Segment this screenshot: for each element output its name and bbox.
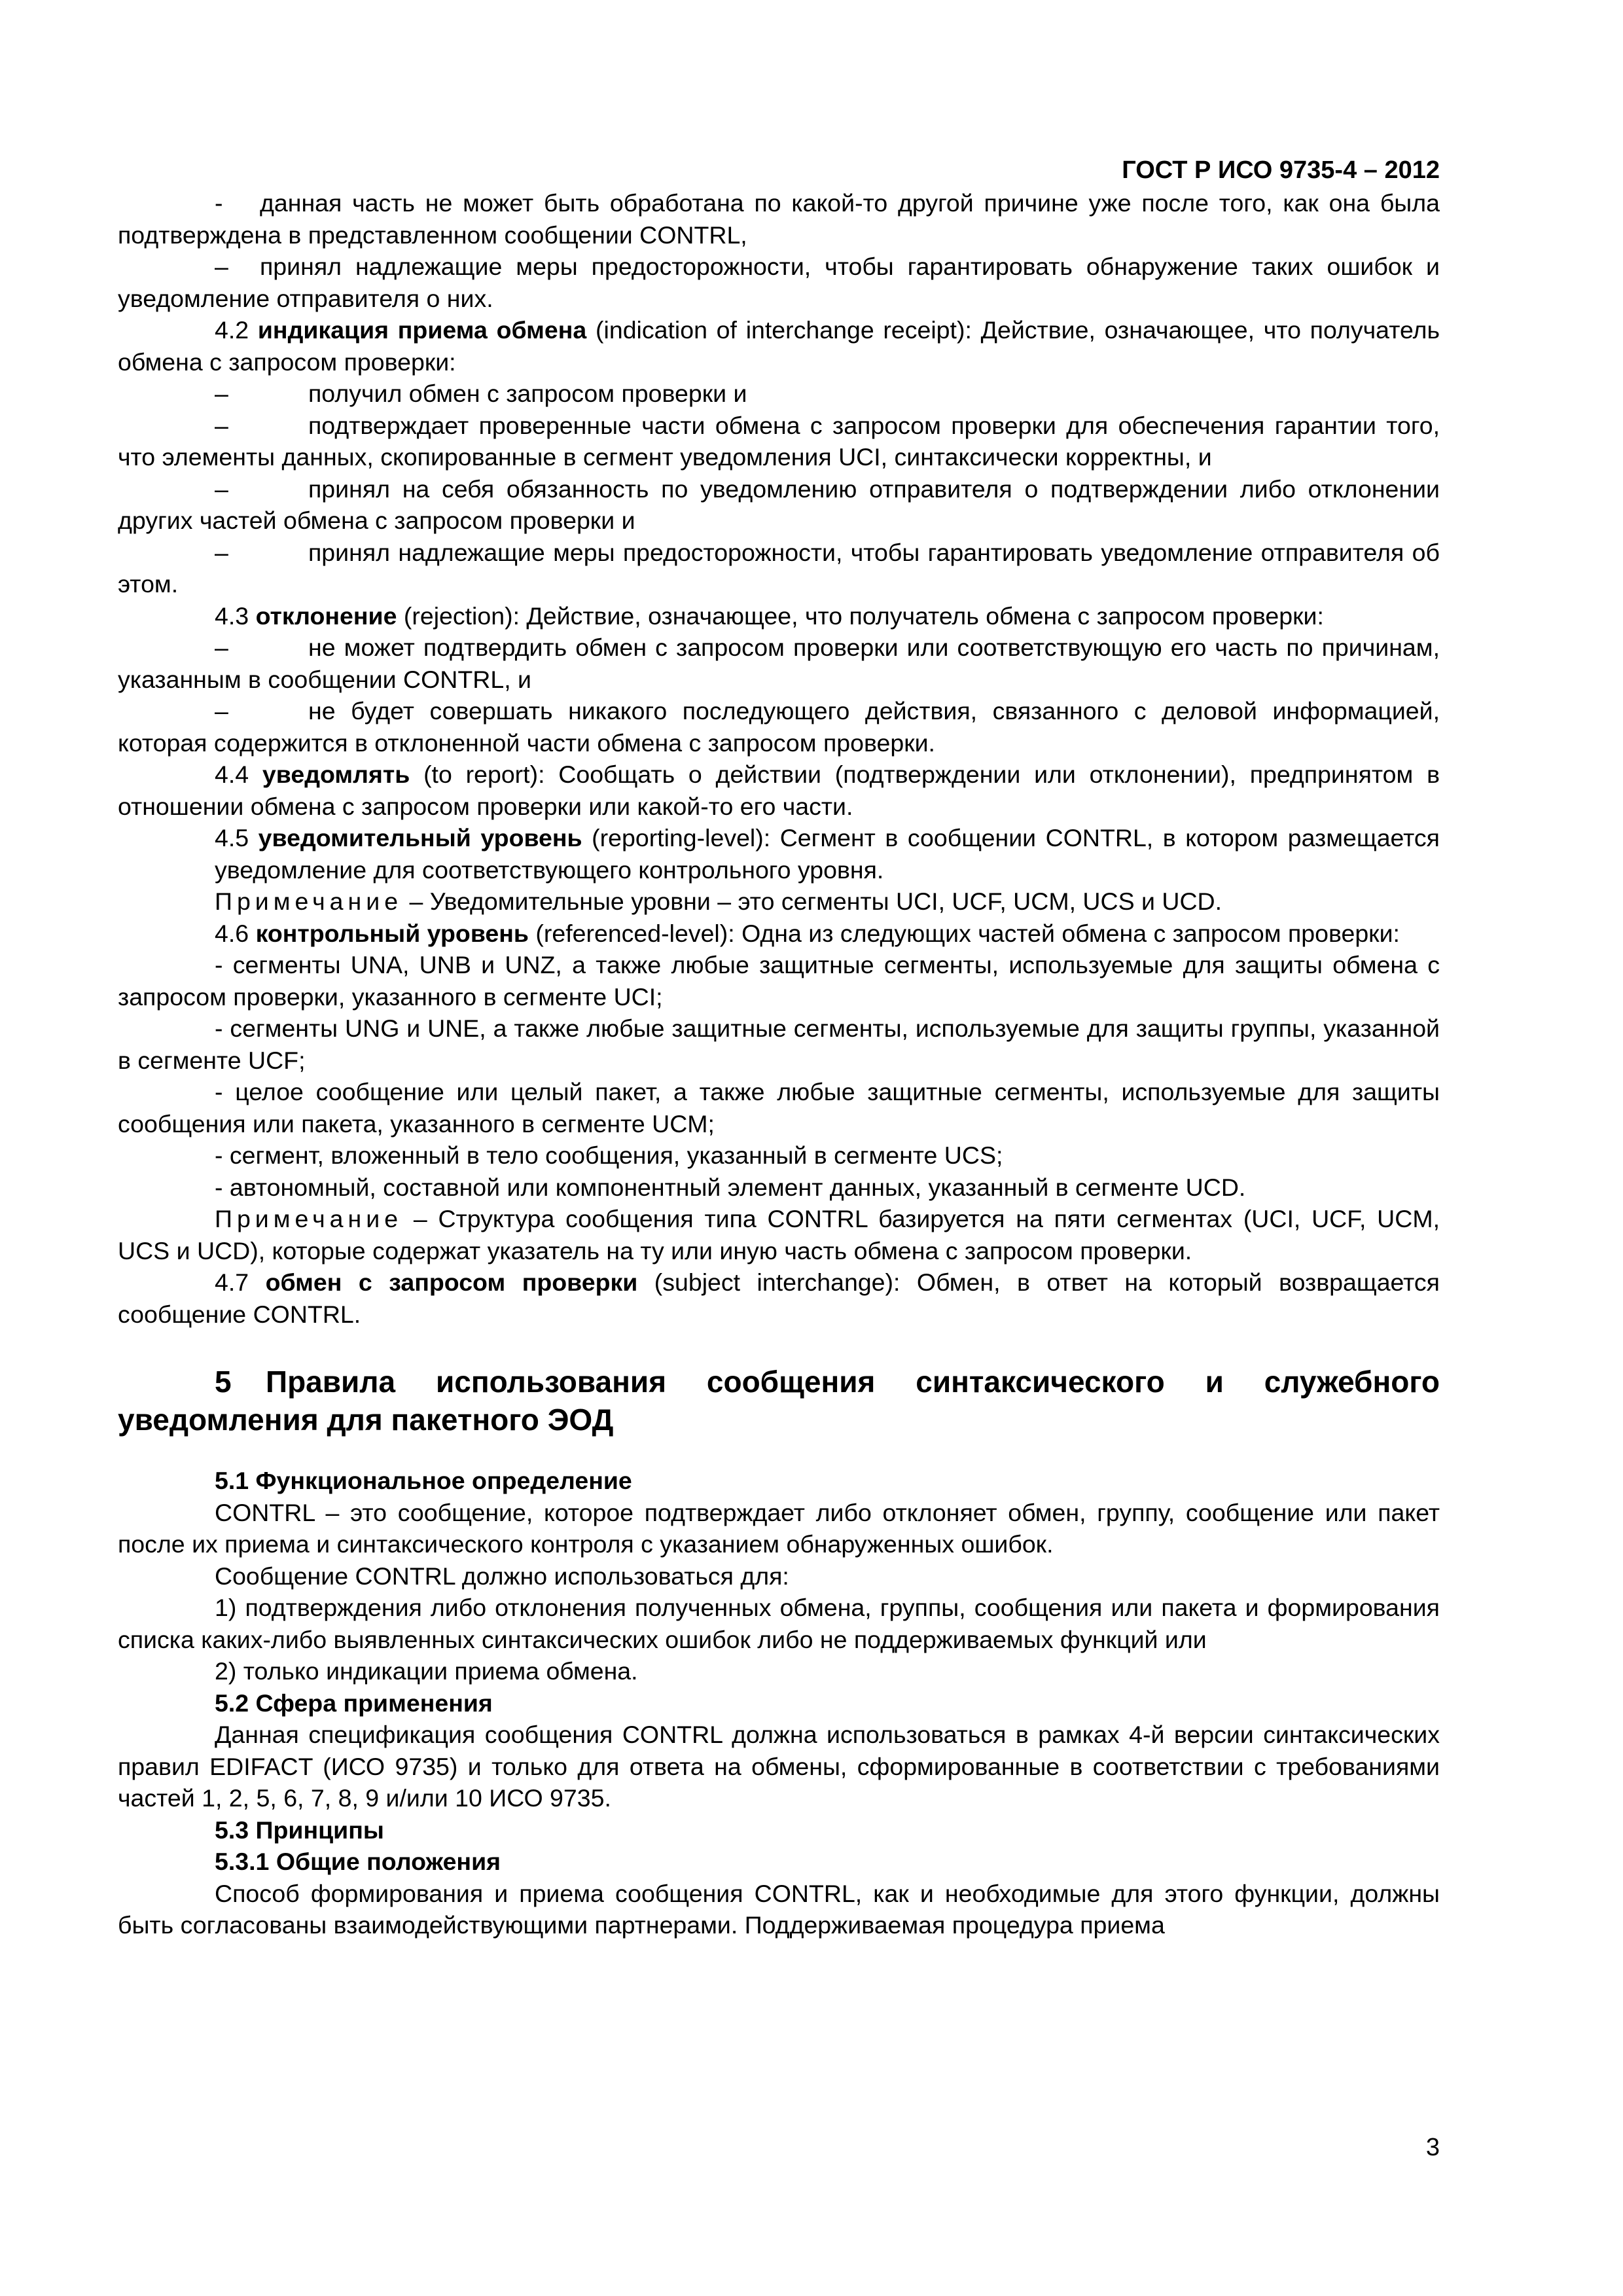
list-item: - сегменты UNA, UNB и UNZ, а также любые защитные сегменты, используемые для защиты обмена с запросом проверки, указанного в сегменте UCI; [118, 951, 1440, 1011]
section-5-heading: 5 Правила использования сообщения синтаксического и служебного уведомления для пакетного ЭОД [118, 1365, 1440, 1437]
list-item: – принял на себя обязанность по уведомлению отправителя о подтверждении либо отклонении других частей обмена с запросом проверки и [118, 475, 1440, 534]
list-item: - данная часть не может быть обработана по какой-то другой причине уже после того, как она была подтверждена в представленном сообщении CONTRL, [118, 189, 1440, 249]
page-number: 3 [1425, 2134, 1440, 2161]
list-item: - целое сообщение или целый пакет, а также любые защитные сегменты, используемые для защиты сообщения или пакета, указанного в сегменте UCM; [118, 1078, 1440, 1138]
definition-4-3: 4.3 отклонение (rejection): Действие, означающее, что получатель обмена с запросом проверки: [215, 601, 1324, 630]
definition-4-5: 4.5 уведомительный уровень (reporting-level): Сегмент в сообщении CONTRL, в котором размещается уведомление для соответствующего контрольного уровня. [215, 824, 1440, 884]
definition-4-2: 4.2 индикация приема обмена (indication of interchange receipt): Действие, означающее, что получатель обмена с запросом проверки: [118, 316, 1440, 376]
paragraph: Способ формирования и приема сообщения CONTRL, как и необходимые для этого функции, должны быть согласованы взаимодействующими партнерами. Поддерживаемая процедура приема [118, 1879, 1440, 1939]
list-item: – принял надлежащие меры предосторожности, чтобы гарантировать обнаружение таких ошибок и уведомление отправителя о них. [118, 253, 1440, 312]
definition-4-7: 4.7 обмен с запросом проверки (subject interchange): Обмен, в ответ на который возвращается сообщение CONTRL. [118, 1268, 1440, 1328]
document-header: ГОСТ Р ИСО 9735-4 – 2012 [1122, 156, 1440, 184]
list-item: – не может подтвердить обмен с запросом проверки или соответствующую его часть по причинам, указанным в сообщении CONTRL, и [118, 634, 1440, 693]
paragraph: 1) подтверждения либо отклонения полученных обмена, группы, сообщения или пакета и формирования списка каких-либо выявленных синтаксических ошибок либо не поддерживаемых функций или [118, 1594, 1440, 1653]
paragraph: CONTRL – это сообщение, которое подтверждает либо отклоняет обмен, группу, сообщение или пакет после их приема и синтаксического контроля с указанием обнаруженных ошибок. [118, 1498, 1440, 1558]
section-5-3-heading: 5.3 Принципы [215, 1816, 384, 1844]
note: Примечание – Структура сообщения типа CONTRL базируется на пяти сегментах (UCI, UCF, UCM, UCS и UCD), которые содержат указатель на ту или иную часть обмена с запросом проверки. [118, 1205, 1440, 1265]
list-item: - автономный, составной или компонентный элемент данных, указанный в сегменте UCD. [215, 1173, 1246, 1201]
list-item: – не будет совершать никакого последующего действия, связанного с деловой информацией, которая содержится в отклоненной части обмена с запросом проверки. [118, 697, 1440, 757]
list-item: – получил обмен с запросом проверки и [215, 380, 747, 407]
note: Примечание – Уведомительные уровни – это сегменты UCI, UCF, UCM, UCS и UCD. [215, 888, 1222, 915]
section-5-3-1-heading: 5.3.1 Общие положения [215, 1848, 501, 1875]
definition-4-4: 4.4 уведомлять (to report): Сообщать о действии (подтверждении или отклонении), предпринятом в отношении обмена с запросом проверки или какой-то его части. [118, 761, 1440, 820]
list-item: – подтверждает проверенные части обмена с запросом проверки для обеспечения гарантии того, что элементы данных, скопированные в сегмент уведомления UCI, синтаксически корректны, и [118, 411, 1440, 471]
list-item: - сегменты UNG и UNE, а также любые защитные сегменты, используемые для защиты группы, указанной в сегменте UCF; [118, 1014, 1440, 1074]
section-5-2-heading: 5.2 Сфера применения [215, 1689, 493, 1717]
paragraph: Данная спецификация сообщения CONTRL должна использоваться в рамках 4-й версии синтаксических правил EDIFACT (ИСО 9735) и только для ответа на обмены, сформированные в соответствии с требованиями частей 1, 2, 5, 6, 7, 8, 9 и/или 10 ИСО 9735. [118, 1721, 1440, 1812]
list-item: - сегмент, вложенный в тело сообщения, указанный в сегменте UCS; [215, 1141, 1003, 1169]
paragraph: Сообщение CONTRL должно использоваться для: [215, 1562, 789, 1590]
page-content [118, 154, 1440, 1941]
definition-4-6: 4.6 контрольный уровень (referenced-level): Одна из следующих частей обмена с запросом проверки: [215, 919, 1400, 947]
section-5-1-heading: 5.1 Функциональное определение [215, 1467, 632, 1494]
paragraph: 2) только индикации приема обмена. [215, 1657, 638, 1685]
list-item: – принял надлежащие меры предосторожности, чтобы гарантировать уведомление отправителя об этом. [118, 538, 1440, 598]
